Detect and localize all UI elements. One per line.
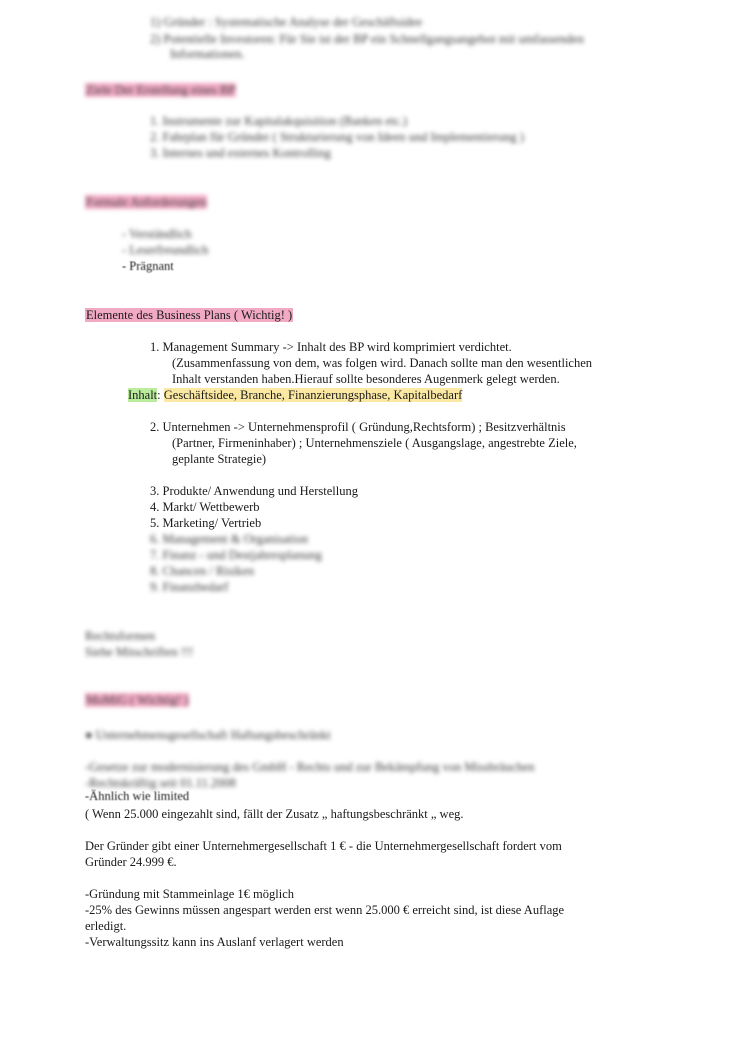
momig-aehnlich: -Ähnlich wie limited xyxy=(85,789,190,803)
formal-item-1: - Verständlich xyxy=(122,227,192,241)
elemente-item-1-line-2: (Zusammenfassung von dem, was folgen wird. Danach sollte man den wesentlichen xyxy=(172,356,593,370)
momig-bullet: ● Unternehmensgesellschaft Haftungsbeschränkt xyxy=(85,728,331,742)
elemente-item-2-line-1: 2. Unternehmen -> Unternehmensprofil ( Gründung,Rechtsform) ; Besitzverhältnis xyxy=(150,420,566,434)
ziele-item-1: 1. Instrumente zur Kapitalakquisition (Banken etc.) xyxy=(150,114,408,128)
final-line-1: -Gründung mit Stammeinlage 1€ möglich xyxy=(85,887,294,901)
top-list-item-1: 1) Gründer : Systematische Analyse der Geschäftsidee xyxy=(150,15,423,29)
elemente-item-9: 9. Finanzbedarf xyxy=(150,580,229,594)
elemente-item-2-line-3: geplante Strategie) xyxy=(172,452,267,466)
elemente-item-4: 4. Markt/ Wettbewerb xyxy=(150,500,260,514)
rechtsformen-line-1: Rechtsformen xyxy=(85,629,156,643)
section-momig-heading xyxy=(85,692,189,708)
elemente-item-1-line-3: Inhalt verstanden haben.Hierauf sollte besonderes Augenmerk gelegt werden. xyxy=(172,372,560,386)
elemente-heading-text: Elemente des Business Plans ( Wichtig! ) xyxy=(86,308,293,322)
section-formal-heading xyxy=(85,194,207,210)
top-list-item-2: 2) Potentielle Investoren: Für Sie ist der BP ein Schnellgangsangebot mit umfassenden xyxy=(150,32,584,46)
section-ziele-heading xyxy=(85,82,236,98)
gruender-para-line-1: Der Gründer gibt einer Unternehmergesellschaft 1 € - die Unternehmergesellschaft fordert vom xyxy=(85,839,562,853)
elemente-item-2-line-2: (Partner, Firmeninhaber) ; Unternehmensziele ( Ausgangslage, angestrebte Ziele, xyxy=(172,436,577,450)
elemente-item-1-line-1: 1. Management Summary -> Inhalt des BP wird komprimiert verdichtet. xyxy=(150,340,512,354)
final-line-2: -25% des Gewinns müssen angespart werden erst wenn 25.000 € erreicht sind, ist diese Auflage xyxy=(85,903,565,917)
momig-blurred-line-2: -Rechtskräftig seit 01.11.2008 xyxy=(85,776,236,790)
formal-heading-text: Formale Anforderungen xyxy=(86,195,207,209)
inhalt-label: Inhalt xyxy=(128,388,158,402)
final-line-4: -Verwaltungssitz kann ins Auslanf verlagert werden xyxy=(85,935,344,949)
elemente-item-6: 6. Management & Organisation xyxy=(150,532,309,546)
inhalt-text: Geschäftsidee, Branche, Finanzierungsphase, Kapitalbedarf xyxy=(163,388,463,402)
momig-blurred-line-1: -Gesetze zur modernisierung des GmbH - Rechts und zur Bekämpfung von Missbräuchen xyxy=(85,760,535,774)
elemente-item-5: 5. Marketing/ Vertrieb xyxy=(150,516,262,530)
momig-heading-text: MoMiG ( Wichtig! ) xyxy=(86,693,189,707)
elemente-item-7: 7. Finanz - und Destjahresplanung xyxy=(150,548,322,562)
momig-wenn: ( Wenn 25.000 eingezahlt sind, fällt der Zusatz „ haftungsbeschränkt „ weg. xyxy=(85,807,464,821)
elemente-item-8: 8. Chancen / Risiken xyxy=(150,564,255,578)
elemente-item-3: 3. Produkte/ Anwendung und Herstellung xyxy=(150,484,358,498)
gruender-para-line-2: Gründer 24.999 €. xyxy=(85,855,177,869)
inhalt-colon: : xyxy=(157,388,164,402)
ziele-heading-text: Ziele Der Erstellung eines BP xyxy=(86,83,236,97)
formal-item-3: - Prägnant xyxy=(122,259,174,273)
formal-item-2: - Leserfreundlich xyxy=(122,243,209,257)
inhalt-line xyxy=(128,387,462,403)
ziele-item-2: 2. Fahrplan für Gründer ( Strukturierung von Ideen und Implementierung ) xyxy=(150,130,524,144)
rechtsformen-line-2: Siehe Mitschriften !!! xyxy=(85,645,194,659)
ziele-item-3: 3. Internes und externes Kontrolling xyxy=(150,146,331,160)
final-line-3: erledigt. xyxy=(85,919,127,933)
top-list-item-2-cont: Informationen. xyxy=(170,47,245,61)
section-elemente-heading xyxy=(85,307,293,323)
